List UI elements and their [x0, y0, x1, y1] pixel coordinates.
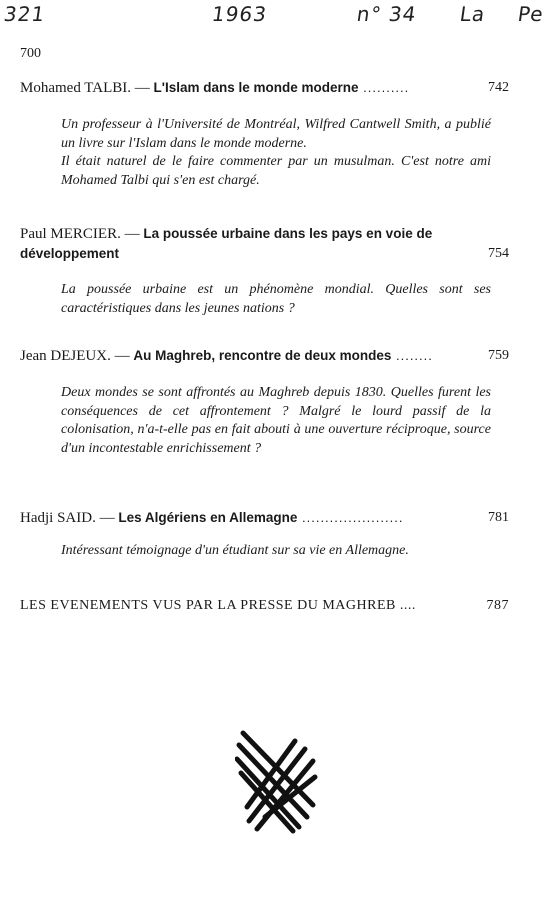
section-page: 787: [486, 598, 509, 613]
summary-paragraph: Intéressant témoignage d'un étudiant sur sa vie en Allemagne.: [61, 543, 409, 558]
entry-leader-dots: ........: [391, 348, 433, 363]
entry-page: 759: [488, 348, 509, 363]
toc-entry-maghreb-press: [20, 596, 507, 616]
handwritten-pe: Pe: [516, 2, 546, 26]
entry-page: 742: [488, 80, 509, 95]
summary-paragraph: La poussée urbaine est un phénomène mondial. Quelles sont ses caractéristiques dans les jeunes nations ?: [61, 282, 491, 316]
entry-summary: [61, 116, 491, 190]
entry-page: 754: [488, 246, 509, 261]
handwritten-issue: n° 34: [355, 2, 419, 26]
entry-dash: —: [95, 510, 119, 526]
entry-page: 781: [488, 510, 509, 525]
entry-title: Les Algériens en Allemagne: [118, 510, 298, 525]
entry-leader-dots: ......................: [297, 510, 404, 525]
summary-paragraph: Deux mondes se sont affrontés au Maghreb depuis 1830. Quelles furent les conséquences de cet affrontement ? Malgré le lourd passif de la colonisation, n'a-t-elle pas en fait abouti à une ouverture réciproque, source d'un incontestable enrichissement ?: [61, 385, 491, 456]
section-label: LES EVENEMENTS VUS PAR LA PRESSE DU MAGHREB ....: [20, 598, 416, 613]
entry-leader-dots: ..........: [358, 80, 410, 95]
entry-author: Paul MERCIER.: [20, 226, 121, 242]
entry-author: Hadji SAID.: [20, 510, 96, 526]
entry-summary: [61, 542, 491, 561]
entry-title: La poussée urbaine dans les pays en voie de développement: [20, 226, 433, 261]
entry-summary: [61, 281, 491, 318]
handwritten-la: La: [458, 2, 488, 26]
entry-title: L'Islam dans le monde moderne: [153, 80, 359, 95]
entry-dash: —: [120, 226, 144, 242]
handwritten-year: 1963: [210, 2, 269, 26]
toc-entry-dejeux: [20, 346, 507, 366]
toc-entry-talbi: [20, 78, 507, 98]
entry-title: Au Maghreb, rencontre de deux mondes: [133, 348, 392, 363]
toc-entry-said: [20, 508, 507, 528]
entry-summary: [61, 384, 491, 458]
entry-author: Mohamed TALBI.: [20, 80, 132, 96]
summary-paragraph: Un professeur à l'Université de Montréal, Wilfred Cantwell Smith, a publié un livre sur l'Islam dans le monde moderne.: [61, 117, 491, 151]
toc-entry-mercier: [20, 224, 507, 264]
page-number: 700: [20, 46, 41, 61]
entry-dash: —: [110, 348, 134, 364]
entry-dash: —: [131, 80, 154, 96]
crosshatch-ornament-icon: [235, 725, 320, 835]
entry-author: Jean DEJEUX.: [20, 348, 111, 364]
handwritten-code: 321: [2, 2, 47, 26]
summary-paragraph: Il était naturel de le faire commenter par un musulman. C'est notre ami Mohamed Talbi qui s'en est chargé.: [61, 154, 491, 188]
